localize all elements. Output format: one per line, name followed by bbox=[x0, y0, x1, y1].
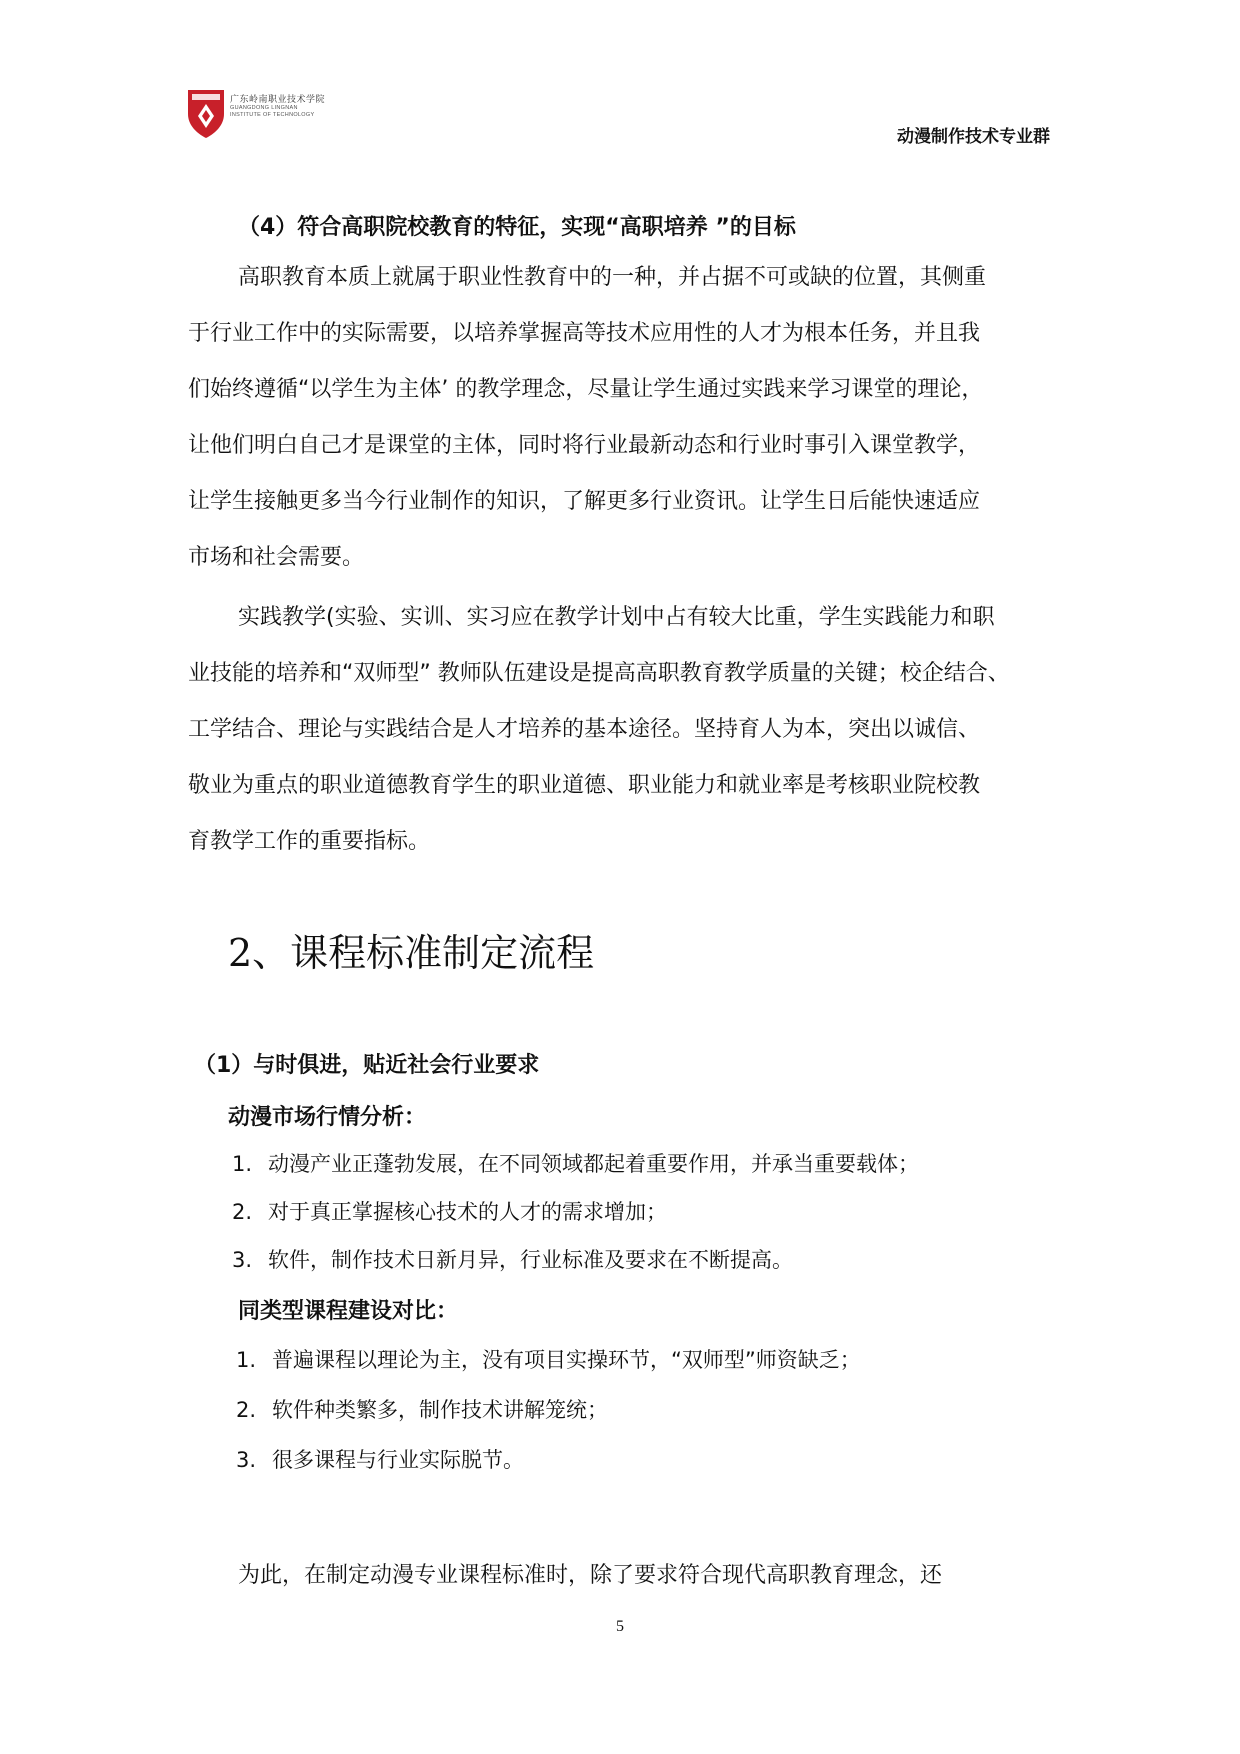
list-number: 2. bbox=[232, 1200, 253, 1224]
list-text: 动漫产业正蓬勃发展，在不同领域都起着重要作用，并承当重要载体； bbox=[268, 1152, 919, 1176]
list-text: 很多课程与行业实际脱节。 bbox=[272, 1448, 524, 1472]
list-number: 2. bbox=[236, 1398, 257, 1422]
page-number: 5 bbox=[616, 1618, 624, 1635]
list-item bbox=[236, 1444, 524, 1474]
logo-chinese-name: 广东岭南职业技术学院 bbox=[230, 94, 326, 104]
paragraph-line: 市场和社会需要。 bbox=[188, 545, 365, 570]
list-item bbox=[232, 1244, 793, 1274]
section-heading-4: （4）符合高职院校教育的特征，实现“高职培养 ”的目标 bbox=[238, 215, 796, 240]
shield-logo-icon bbox=[186, 88, 226, 140]
list-number: 3. bbox=[236, 1448, 257, 1472]
list-item bbox=[232, 1148, 919, 1178]
list-number: 1. bbox=[232, 1152, 253, 1176]
list-item bbox=[236, 1344, 861, 1374]
school-logo bbox=[186, 88, 336, 144]
list-text: 对于真正掌握核心技术的人才的需求增加； bbox=[268, 1200, 667, 1224]
paragraph-line: 于行业工作中的实际需要，以培养掌握高等技术应用性的人才为根本任务，并且我 bbox=[188, 321, 981, 346]
paragraph-line: 高职教育本质上就属于职业性教育中的一种，并占据不可或缺的位置，其侧重 bbox=[238, 265, 987, 290]
paragraph-line: 敬业为重点的职业道德教育学生的职业道德、职业能力和就业率是考核职业院校教 bbox=[188, 773, 981, 798]
list-number: 3. bbox=[232, 1248, 253, 1272]
market-analysis-heading: 动漫市场行情分析： bbox=[228, 1105, 427, 1130]
list-text: 软件种类繁多，制作技术讲解笼统； bbox=[272, 1398, 608, 1422]
paragraph-line: 实践教学(实验、实训、实习应在教学计划中占有较大比重，学生实践能力和职 bbox=[238, 605, 995, 630]
closing-paragraph-line: 为此，在制定动漫专业课程标准时，除了要求符合现代高职教育理念，还 bbox=[238, 1563, 943, 1588]
logo-english-name-line1: GUANGDONG LINGNAN bbox=[230, 105, 298, 111]
paragraph-line: 们始终遵循“以学生为主体’ 的教学理念，尽量让学生通过实践来学习课堂的理论， bbox=[188, 377, 984, 402]
paragraph-line: 让学生接触更多当今行业制作的知识，了解更多行业资讯。让学生日后能快速适应 bbox=[188, 489, 981, 514]
logo-english-name-line2: INSTITUTE OF TECHNOLOGY bbox=[230, 112, 315, 118]
course-comparison-heading: 同类型课程建设对比： bbox=[238, 1299, 459, 1324]
list-text: 软件，制作技术日新月异，行业标准及要求在不断提高。 bbox=[268, 1248, 793, 1272]
paragraph-line: 育教学工作的重要指标。 bbox=[188, 829, 431, 854]
paragraph-line: 工学结合、理论与实践结合是人才培养的基本途径。坚持育人为本，突出以诚信、 bbox=[188, 717, 981, 742]
list-item bbox=[236, 1394, 608, 1424]
paragraph-line: 让他们明白自己才是课堂的主体，同时将行业最新动态和行业时事引入课堂教学， bbox=[188, 433, 981, 458]
list-number: 1. bbox=[236, 1348, 257, 1372]
list-text: 普遍课程以理论为主，没有项目实操环节，“双师型”师资缺乏； bbox=[272, 1348, 861, 1372]
section-title: 2、课程标准制定流程 bbox=[228, 931, 595, 975]
subsection-heading-1: （1）与时俱进，贴近社会行业要求 bbox=[194, 1053, 540, 1078]
paragraph-line: 业技能的培养和“双师型” 教师队伍建设是提高高职教育教学质量的关键；校企结合、 bbox=[188, 661, 1010, 686]
header-title: 动漫制作技术专业群 bbox=[897, 127, 1050, 147]
list-item bbox=[232, 1196, 667, 1226]
